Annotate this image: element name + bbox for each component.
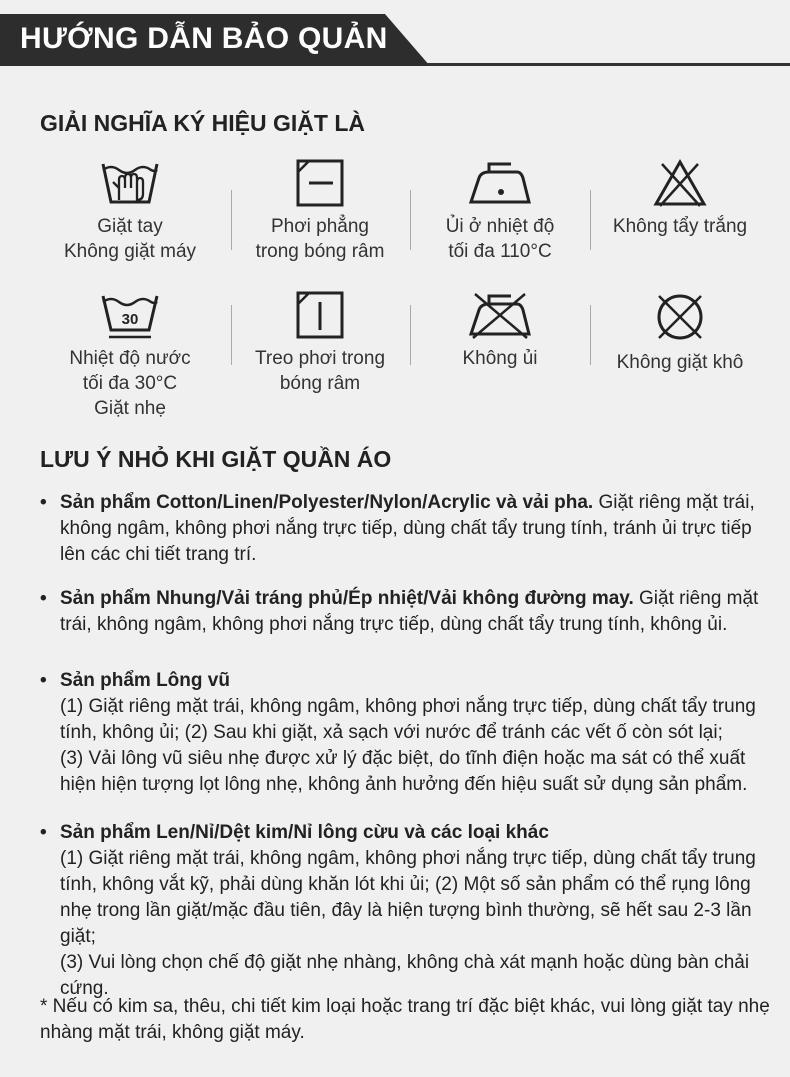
symbol-wash-30 (40, 290, 220, 421)
notes-section-title: LƯU Ý NHỎ KHI GIẶT QUẦN ÁO (40, 446, 392, 472)
list-item (40, 586, 780, 638)
symbol-label: Nhiệt độ nước tối đa 30°C Giặt nhẹ (69, 348, 191, 419)
symbol-label: Ủi ở nhiệt độ tối đa 110°C (445, 216, 555, 262)
bullet: • (40, 492, 47, 513)
note-heading: Sản phẩm Lông vũ (60, 670, 230, 691)
wash-30-gentle-icon (99, 290, 161, 340)
note-body: Giặt riêng mặt trái, không ngâm, không phơi nắng trực tiếp, dùng chất tẩy trung tính, không ủi. (60, 588, 759, 635)
note-body: Giặt riêng mặt trái, không ngâm, không phơi nắng trực tiếp, dùng chất tẩy trung tính, tránh ủi trực tiếp lên các chi tiết trang trí. (60, 492, 755, 565)
note-heading: Sản phẩm Cotton/Linen/Polyester/Nylon/Acrylic và vải pha. (60, 492, 594, 513)
note-body: (1) Giặt riêng mặt trái, không ngâm, không phơi nắng trực tiếp, dùng chất tẩy trung tính, không ủi; (2) Sau khi giặt, xả sạch với nước để tránh các vết ố còn sót lại; (3) Vải lông vũ siêu nhẹ được xử lý đặc biệt, do tĩnh điện hoặc ma sát có thể xuất hiện hiện tượng lọt lông nhẹ, không ảnh hưởng đến hiệu suất sử dụng sản phẩm. (60, 696, 756, 795)
symbol-line-dry-shade (230, 290, 410, 396)
list-item (40, 668, 780, 798)
line-dry-shade-icon (295, 290, 345, 340)
bullet: • (40, 588, 47, 609)
note-heading: Sản phẩm Len/Nỉ/Dệt kim/Nỉ lông cừu và các loại khác (60, 822, 549, 843)
symbol-no-bleach (590, 158, 770, 239)
hand-wash-icon (99, 158, 161, 208)
note-body: (1) Giặt riêng mặt trái, không ngâm, không phơi nắng trực tiếp, dùng chất tẩy trung tính, không vắt kỹ, phải dùng khăn lót khi ủi; (2) Một số sản phẩm có thể rụng lông nhẹ trong lần giặt/mặc đầu tiên, đây là hiện tượng bình thường, sẽ hết sau 2-3 lần giặt; (3) Vui lòng chọn chế độ giặt nhẹ nhàng, không chà xát mạnh hoặc dùng bàn chải cứng. (60, 848, 756, 999)
iron-110-icon (467, 158, 533, 208)
page-title: HƯỚNG DẪN BẢO QUẢN (20, 22, 388, 55)
list-item (40, 490, 780, 568)
no-iron-icon (467, 290, 533, 340)
list-item (40, 820, 780, 1002)
no-bleach-icon (652, 158, 708, 208)
wash-temp-text: 30 (121, 311, 139, 328)
symbol-label: Không giặt khô (616, 352, 744, 373)
symbol-label: Treo phơi trong bóng râm (254, 348, 386, 394)
bullet: • (40, 670, 47, 691)
dry-flat-shade-icon (295, 158, 345, 208)
symbol-label: Không tẩy trắng (612, 216, 748, 237)
symbol-dry-flat-shade (230, 158, 410, 264)
symbol-no-iron (410, 290, 590, 371)
no-dry-clean-icon (653, 290, 707, 344)
symbol-label: Không ủi (462, 348, 538, 369)
symbol-hand-wash (40, 158, 220, 264)
header-bar (0, 0, 790, 66)
symbol-label: Giặt tay Không giặt máy (63, 216, 197, 262)
notes-list (40, 490, 780, 1022)
symbol-no-dry-clean (590, 290, 770, 375)
footnote: * Nếu có kim sa, thêu, chi tiết kim loại hoặc trang trí đặc biệt khác, vui lòng giặt tay nhẹ nhàng mặt trái, không giặt máy. (40, 996, 770, 1043)
symbols-section-title: GIẢI NGHĨA KÝ HIỆU GIẶT LÀ (40, 110, 365, 136)
bullet: • (40, 822, 47, 843)
note-heading: Sản phẩm Nhung/Vải tráng phủ/Ép nhiệt/Vải không đường may. (60, 588, 634, 609)
symbol-iron-110 (410, 158, 590, 264)
symbol-label: Phơi phẳng trong bóng râm (255, 216, 385, 262)
